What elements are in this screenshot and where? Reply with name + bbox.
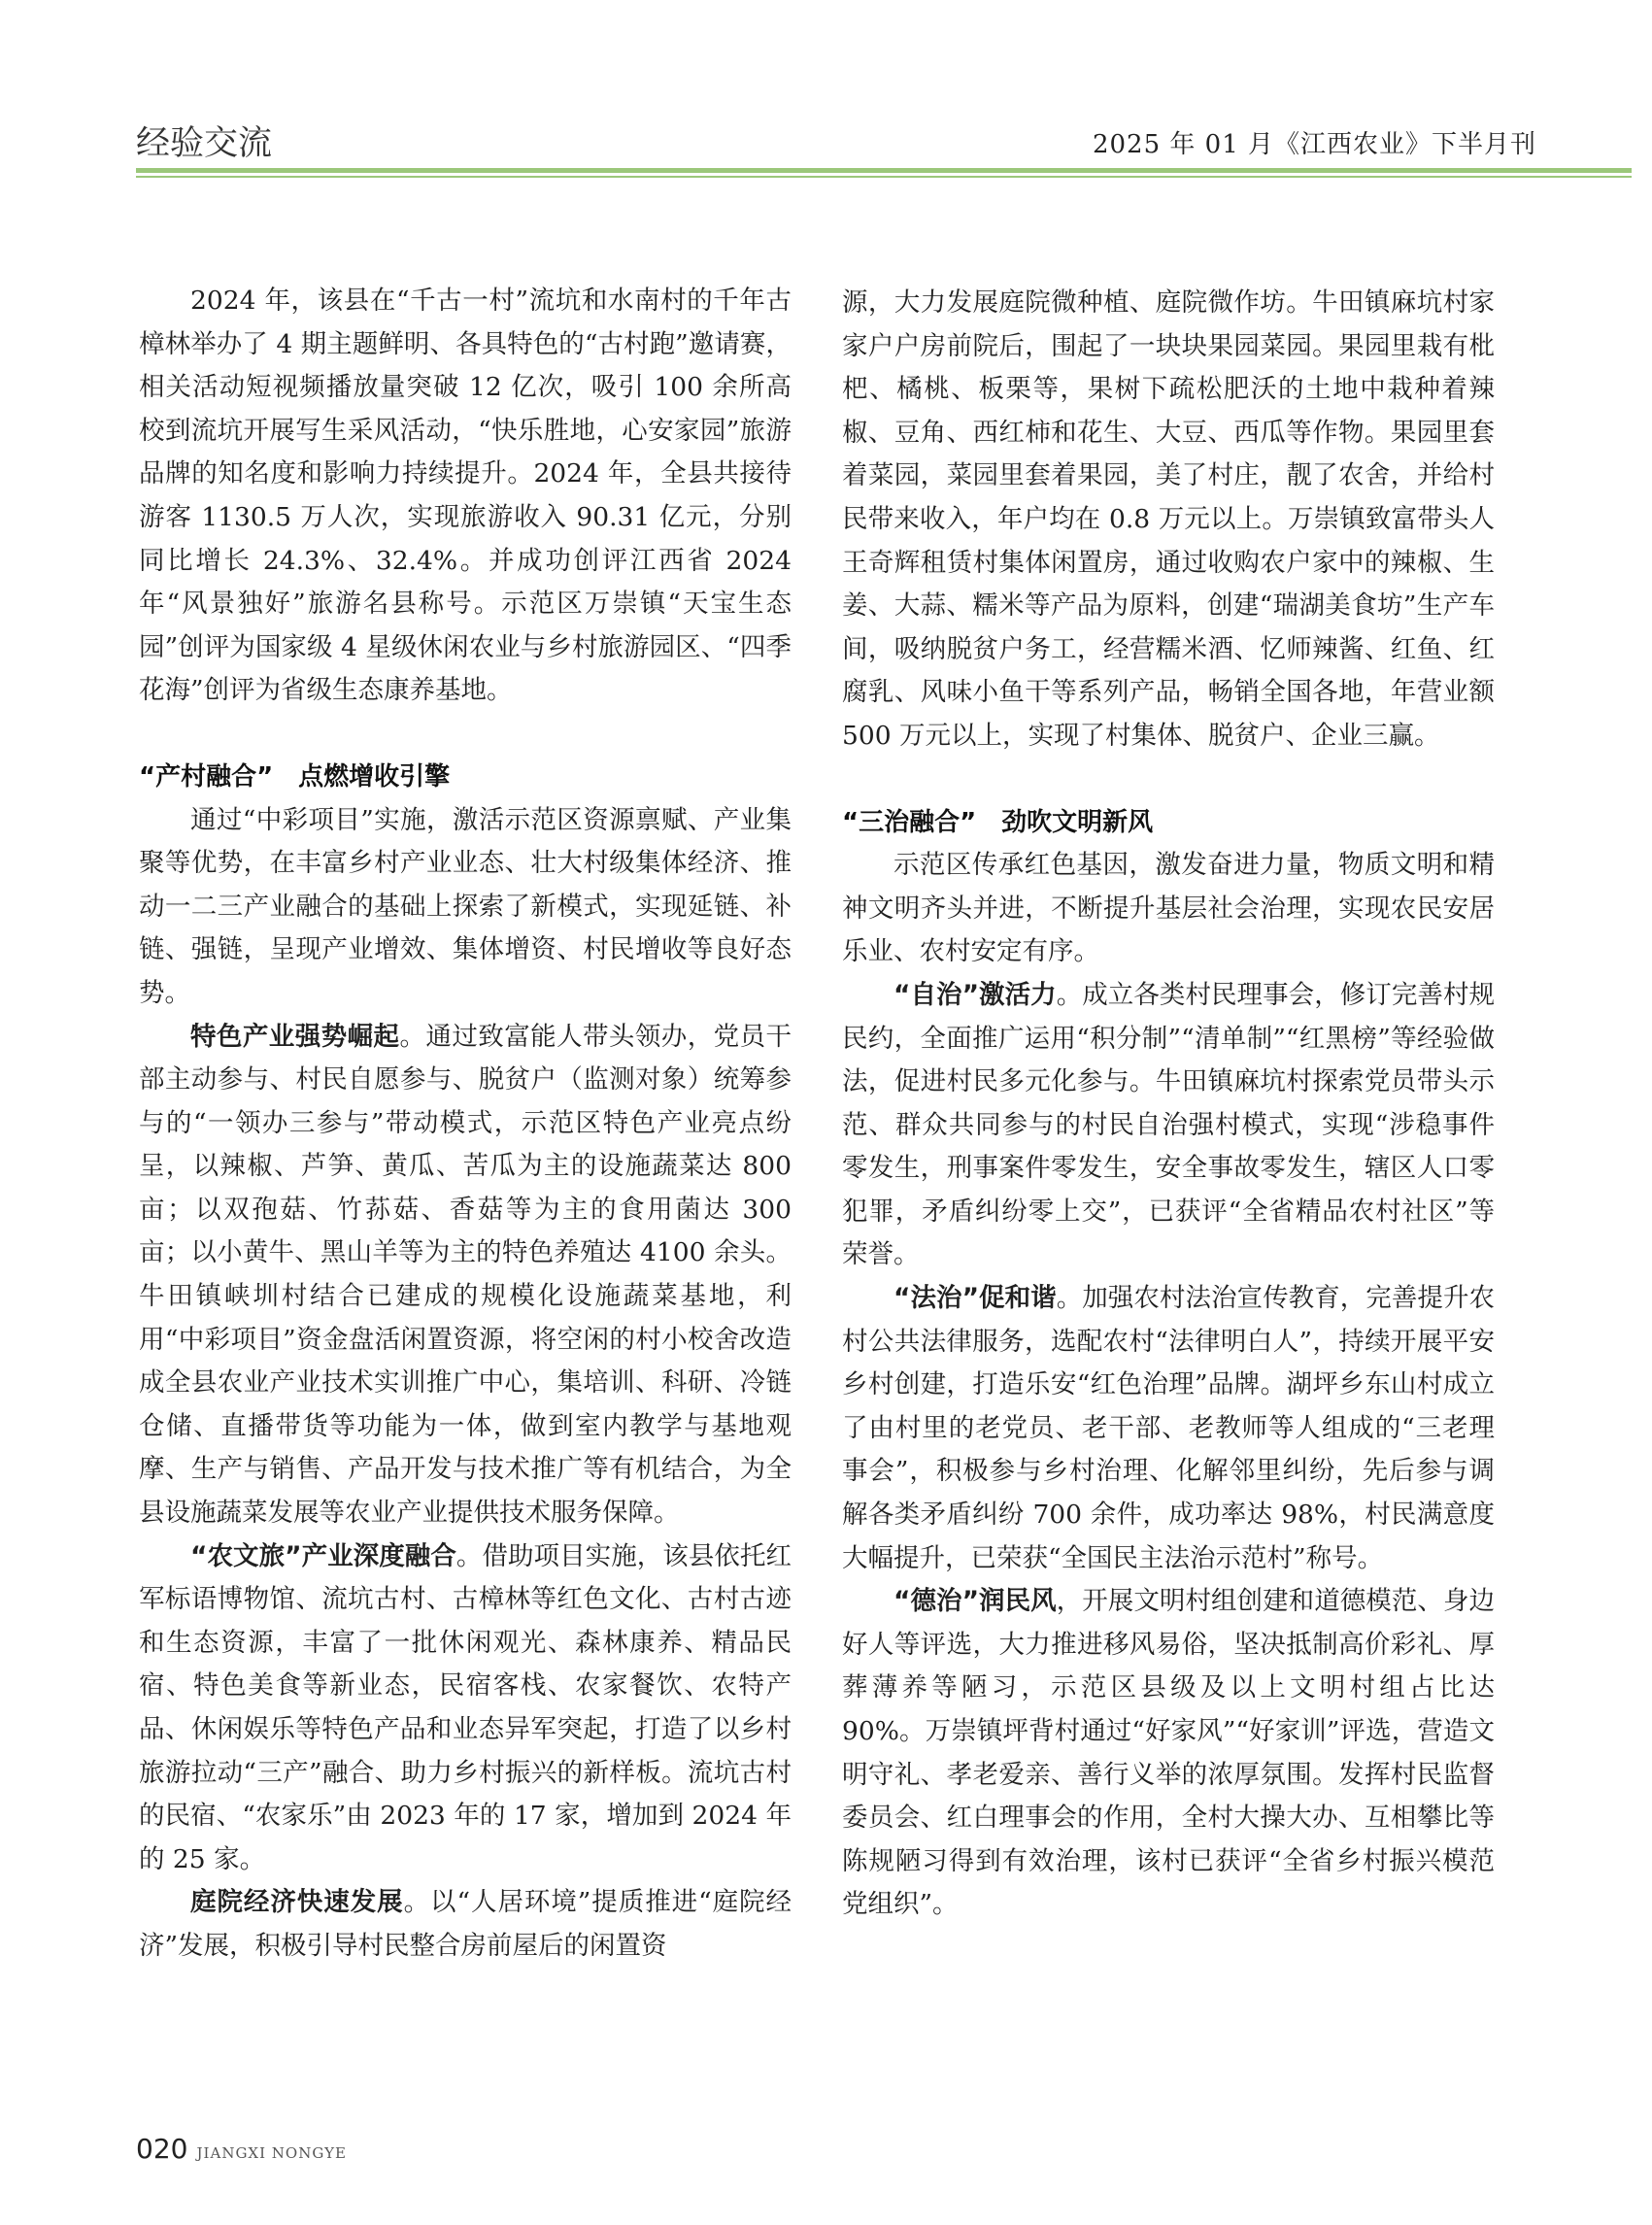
journal-name: JIANGXI NONGYE: [196, 2144, 347, 2162]
paragraph: [139, 1535, 792, 1882]
paragraph-lead: “法治”促和谐: [893, 1283, 1057, 1314]
paragraph-lead: “农文旅”产业深度融合: [190, 1540, 456, 1571]
paragraph-body: 。加强农村法治宣传教育，完善提升农村公共法律服务，选配农村“法律明白人”，持续开展平安乡村创建，打造乐安“红色治理”品牌。湖坪乡东山村成立了由村里的老党员、老干部、老教师等人组成的“三老理事会”，积极参与乡村治理、化解邻里纠纷，先后参与调解各类矛盾纠纷 700 余件，成功率达 98%，村民满意度大幅提升，已荣获“全国民主法治示范村”称号。: [842, 1283, 1495, 1573]
paragraph: 通过“中彩项目”实施，激活示范区资源禀赋、产业集聚等优势，在丰富乡村产业业态、壮大村级集体经济、推动一二三产业融合的基础上探索了新模式，实现延链、补链、强链，呈现产业增效、集体增资、村民增收等良好态势。: [139, 804, 792, 1008]
page-number: 020: [136, 2133, 188, 2165]
paragraph: [842, 974, 1495, 1277]
paragraph: 源，大力发展庭院微种植、庭院微作坊。牛田镇麻坑村家家户户房前院后，围起了一块块果园菜园。果园里栽有枇杷、橘桃、板栗等，果树下疏松肥沃的土地中栽种着辣椒、豆角、西红柿和花生、大豆、西瓜等作物。果园里套着菜园，菜园里套着果园，美了村庄，靓了农舍，并给村民带来收入，年户均在 0.8 万元以上。万崇镇致富带头人王奇辉租赁村集体闲置房，通过收购农户家中的辣椒、生姜、大蒜、糯米等产品为原料，创建“瑞湖美食坊”生产车间，吸纳脱贫户务工，经营糯米酒、忆师辣酱、红鱼、红腐乳、风味小鱼干等系列产品，畅销全国各地，年营业额 500 万元以上，实现了村集体、脱贫户、企业三赢。: [842, 287, 1495, 751]
paragraph: 2024 年，该县在“千古一村”流坑和水南村的千年古樟林举办了 4 期主题鲜明、各具特色的“古村跑”邀请赛，相关活动短视频播放量突破 12 亿次，吸引 100 余所高校到流坑开展写生采风活动，“快乐胜地，心安家园”旅游品牌的知名度和影响力持续提升。2024 年，全县共接待游客 1130.5 万人次，实现旅游收入 90.31 亿元，分别同比增长 24.3%、32.4%。并成功创评江西省 2024 年“风景独好”旅游名县称号。示范区万崇镇“天宝生态园”创评为国家级 4 星级休闲农业与乡村旅游园区、“四季花海”创评为省级生态康养基地。: [139, 286, 792, 706]
paragraph-lead: 特色产业强势崛起: [190, 1021, 400, 1052]
header-rule-thin: [136, 176, 1632, 178]
header-rule: [136, 168, 1632, 173]
page-footer: [136, 2133, 347, 2172]
paragraph-lead: 庭院经济快速发展: [190, 1887, 404, 1918]
paragraph: [842, 1580, 1495, 1927]
left-column: [139, 280, 792, 1969]
paragraph: [842, 1277, 1495, 1580]
section-heading: “产村融合” 点燃增收引擎: [139, 761, 451, 792]
paragraph-body: 。以“人居环境”提质推进“庭院经济”发展，积极引导村民整合房前屋后的闲置资: [139, 1887, 792, 1961]
issue-info: 2025 年 01 月《江西农业》下半月刊: [1092, 130, 1536, 159]
paragraph-body: 。借助项目实施，该县依托红军标语博物馆、流坑古村、古樟林等红色文化、古村古迹和生态资源，丰富了一批休闲观光、森林康养、精品民宿、特色美食等新业态，民宿客栈、农家餐饮、农特产品、休闲娱乐等特色产品和业态异军突起，打造了以乡村旅游拉动“三产”融合、助力乡村振兴的新样板。流坑古村的民宿、“农家乐”由 2023 年的 17 家，增加到 2024 年的 25 家。: [139, 1540, 792, 1874]
section-title: 经验交流: [136, 124, 273, 163]
paragraph: [139, 1016, 792, 1535]
paragraph-body: 。通过致富能人带头领办，党员干部主动参与、村民自愿参与、脱贫户（监测对象）统筹参与的“一领办三参与”带动模式，示范区特色产业亮点纷呈，以辣椒、芦笋、黄瓜、苦瓜为主的设施蔬菜达 800 亩；以双孢菇、竹荪菇、香菇等为主的食用菌达 300 亩；以小黄牛、黑山羊等为主的特色养殖达 4100 余头。牛田镇峡圳村结合已建成的规模化设施蔬菜基地，利用“中彩项目”资金盘活闲置资源，将空闲的村小校舍改造成全县农业产业技术实训推广中心，集培训、科研、冷链仓储、直播带货等功能为一体，做到室内教学与基地观摩、生产与销售、产品开发与技术推广等有机结合，为全县设施蔬菜发展等农业产业提供技术服务保障。: [139, 1021, 792, 1529]
page-header: [136, 109, 1632, 167]
paragraph: [139, 1881, 792, 1968]
paragraph: 示范区传承红色基因，激发奋进力量，物质文明和精神文明齐头并进，不断提升基层社会治理，实现农民安居乐业、农村安定有序。: [842, 850, 1495, 967]
paragraph-body: 。成立各类村民理事会，修订完善村规民约，全面推广运用“积分制”“清单制”“红黑榜”等经验做法，促进村民多元化参与。牛田镇麻坑村探索党员带头示范、群众共同参与的村民自治强村模式，实现“涉稳事件零发生，刑事案件零发生，安全事故零发生，辖区人口零犯罪，矛盾纠纷零上交”，已获评“全省精品农村社区”等荣誉。: [842, 979, 1495, 1270]
paragraph-body: ，开展文明村组创建和道德模范、身边好人等评选，大力推进移风易俗，坚决抵制高价彩礼、厚葬薄养等陋习，示范区县级及以上文明村组占比达 90%。万崇镇坪背村通过“好家风”“好家训”评选，营造文明守礼、孝老爱亲、善行义举的浓厚氛围。发挥村民监督委员会、红白理事会的作用，全村大操大办、互相攀比等陈规陋习得到有效治理，该村已获评“全省乡村振兴模范党组织”。: [842, 1586, 1495, 1920]
paragraph-lead: “德治”润民风: [893, 1586, 1057, 1617]
section-heading: “三治融合” 劲吹文明新风: [842, 807, 1154, 837]
paragraph-lead: “自治”激活力: [893, 979, 1057, 1010]
right-column: [842, 282, 1495, 1927]
